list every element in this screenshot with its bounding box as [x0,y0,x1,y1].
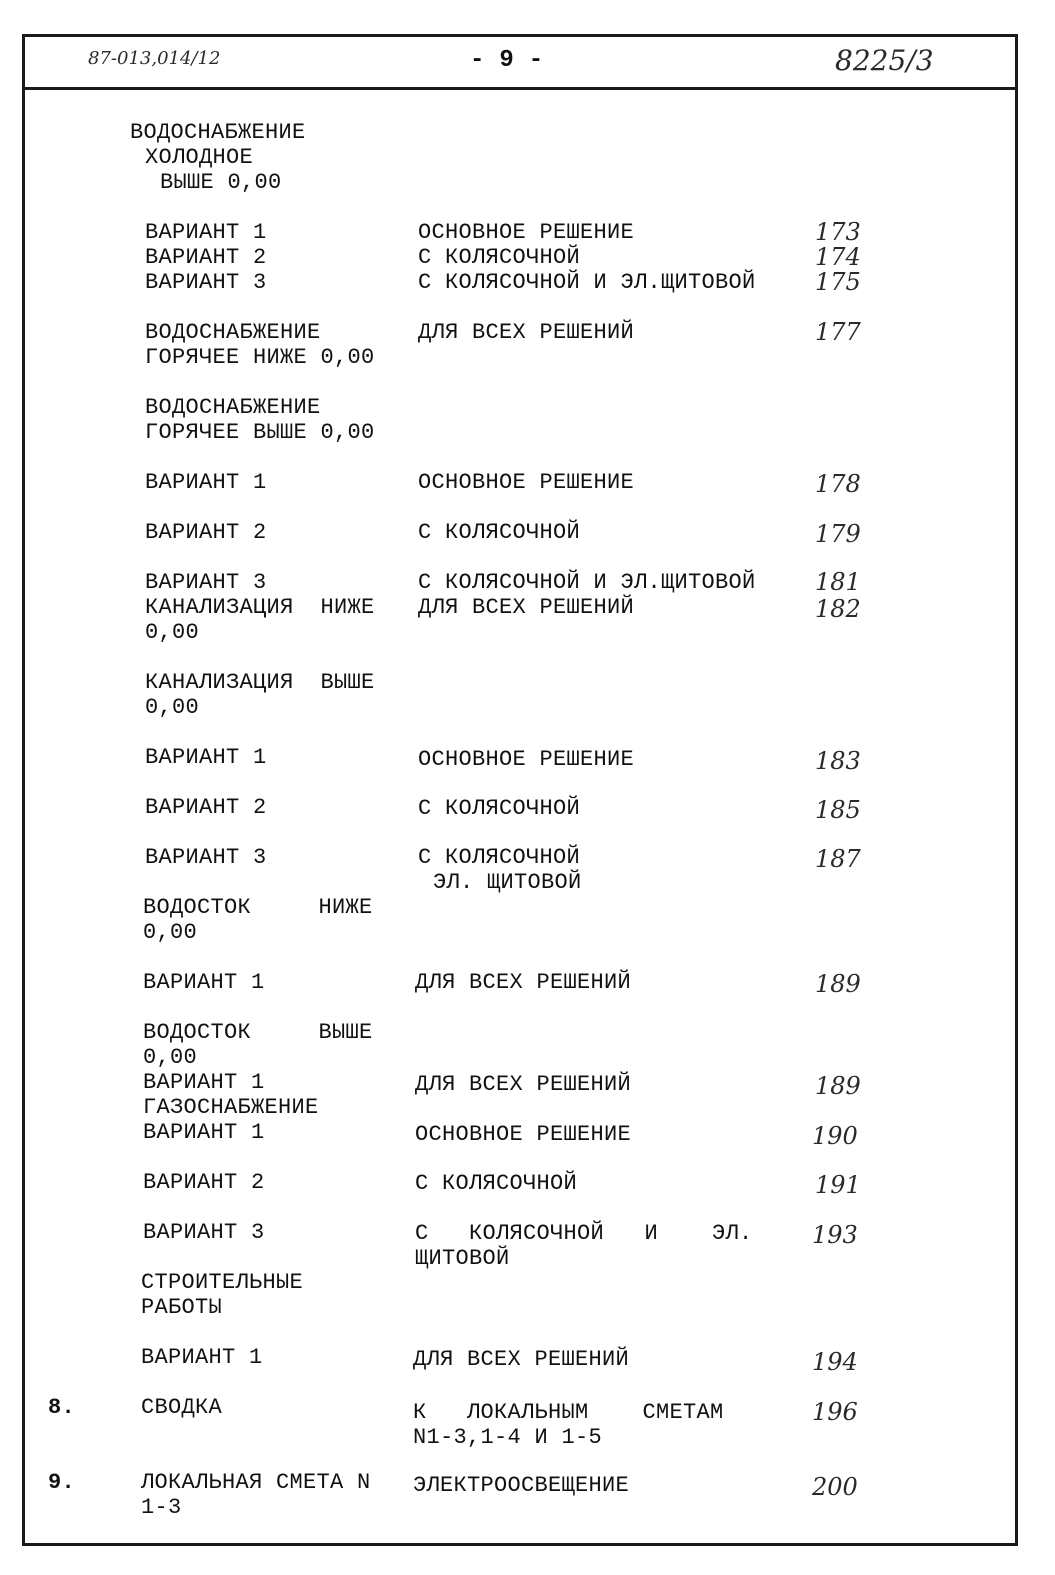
section-heading: 0,00 [145,620,200,645]
item-description: ЭЛЕКТРООСВЕЩЕНИЕ [413,1473,630,1498]
page-ref: 194 [812,1348,858,1376]
page-ref: 185 [815,796,861,824]
variant-description: С КОЛЯСОЧНОЙ [418,245,581,270]
page-ref: 196 [812,1398,858,1426]
album-number: 8225/3 [835,44,934,77]
page-ref: 193 [812,1221,858,1249]
variant-label: ВАРИАНТ 1 [145,745,267,770]
page-ref: 178 [815,470,861,498]
section-heading: 0,00 [143,1045,198,1070]
variant-description: ЭЛ. ЩИТОВОЙ [433,870,582,895]
variant-description: С КОЛЯСОЧНОЙ [418,520,581,545]
section-heading: ВОДОСТОК ВЫШЕ [143,1020,373,1045]
variant-label: ВАРИАНТ 2 [143,1170,265,1195]
variant-label: ВАРИАНТ 1 [143,1120,265,1145]
item-number: 8. [48,1395,76,1420]
variant-description: С КОЛЯСОЧНОЙ [418,796,581,821]
section-heading: ВЫШЕ 0,00 [160,170,282,195]
page-ref: 174 [815,243,861,271]
variant-description: С КОЛЯСОЧНОЙ [418,845,581,870]
variant-label: ВАРИАНТ 1 [141,1345,263,1370]
section-heading: ВОДОСТОК НИЖЕ [143,895,373,920]
variant-label: ВАРИАНТ 1 [145,470,267,495]
page-ref: 179 [815,520,861,548]
page-ref: 187 [815,845,861,873]
variant-description: ЩИТОВОЙ [415,1246,510,1271]
variant-label: ВАРИАНТ 2 [145,795,267,820]
item-title: 1-3 [141,1495,182,1520]
page-ref: 173 [815,218,861,246]
section-heading: СТРОИТЕЛЬНЫЕ [141,1270,304,1295]
section-heading: ХОЛОДНОЕ [145,145,254,170]
variant-description: ОСНОВНОЕ РЕШЕНИЕ [418,220,635,245]
section-heading: КАНАЛИЗАЦИЯ НИЖЕ [145,595,375,620]
page-ref: 200 [812,1473,858,1501]
section-heading: 0,00 [143,920,198,945]
page-number: - 9 - [470,47,544,74]
section-heading: ВОДОСНАБЖЕНИЕ [145,395,321,420]
document-code: 87-013,014/12 [88,48,221,69]
header-divider [22,87,1018,90]
variant-description: ДЛЯ ВСЕХ РЕШЕНИЙ [418,595,635,620]
variant-description: ОСНОВНОЕ РЕШЕНИЕ [418,747,635,772]
variant-description: ДЛЯ ВСЕХ РЕШЕНИЙ [415,970,632,995]
section-heading: 0,00 [145,695,200,720]
page-ref: 189 [815,970,861,998]
page-ref: 175 [815,268,861,296]
page-ref: 183 [815,747,861,775]
item-title: ЛОКАЛЬНАЯ СМЕТА N [141,1470,371,1495]
variant-label: ВАРИАНТ 3 [145,845,267,870]
variant-label: ВАРИАНТ 2 [145,520,267,545]
item-description: К ЛОКАЛЬНЫМ СМЕТАМ [413,1400,724,1425]
page-ref: 177 [815,318,861,346]
variant-label: ВАРИАНТ 2 [145,245,267,270]
item-description: N1-3,1-4 И 1-5 [413,1425,603,1450]
page-ref: 190 [812,1122,858,1150]
variant-label: ВАРИАНТ 1 [145,220,267,245]
variant-description: ДЛЯ ВСЕХ РЕШЕНИЙ [413,1347,630,1372]
section-heading: РАБОТЫ [141,1295,223,1320]
page-ref: 182 [815,595,861,623]
variant-label: ВАРИАНТ 1 [143,1070,265,1095]
item-number: 9. [48,1470,76,1495]
variant-description: ДЛЯ ВСЕХ РЕШЕНИЙ [415,1072,632,1097]
variant-description: ОСНОВНОЕ РЕШЕНИЕ [418,470,635,495]
section-heading: КАНАЛИЗАЦИЯ ВЫШЕ [145,670,375,695]
section-heading: ВОДОСНАБЖЕНИЕ [145,320,321,345]
variant-label: ВАРИАНТ 3 [143,1220,265,1245]
variant-description: С КОЛЯСОЧНОЙ И ЭЛ. [415,1221,753,1246]
variant-label: ВАРИАНТ 3 [145,570,267,595]
page-ref: 189 [815,1072,861,1100]
section-heading: ГОРЯЧЕЕ НИЖЕ 0,00 [145,345,375,370]
variant-label: ВАРИАНТ 1 [143,970,265,995]
variant-label: ВАРИАНТ 3 [145,270,267,295]
variant-description: С КОЛЯСОЧНОЙ И ЭЛ.ЩИТОВОЙ [418,570,756,595]
item-title: СВОДКА [141,1395,223,1420]
page-ref: 191 [815,1171,861,1199]
variant-description: ДЛЯ ВСЕХ РЕШЕНИЙ [418,320,635,345]
section-heading: ГОРЯЧЕЕ ВЫШЕ 0,00 [145,420,375,445]
variant-description: С КОЛЯСОЧНОЙ [415,1171,578,1196]
section-heading: ВОДОСНАБЖЕНИЕ [130,120,306,145]
page-ref: 181 [815,568,861,596]
variant-description: С КОЛЯСОЧНОЙ И ЭЛ.ЩИТОВОЙ [418,270,756,295]
section-heading: ГАЗОСНАБЖЕНИЕ [143,1095,319,1120]
variant-description: ОСНОВНОЕ РЕШЕНИЕ [415,1122,632,1147]
